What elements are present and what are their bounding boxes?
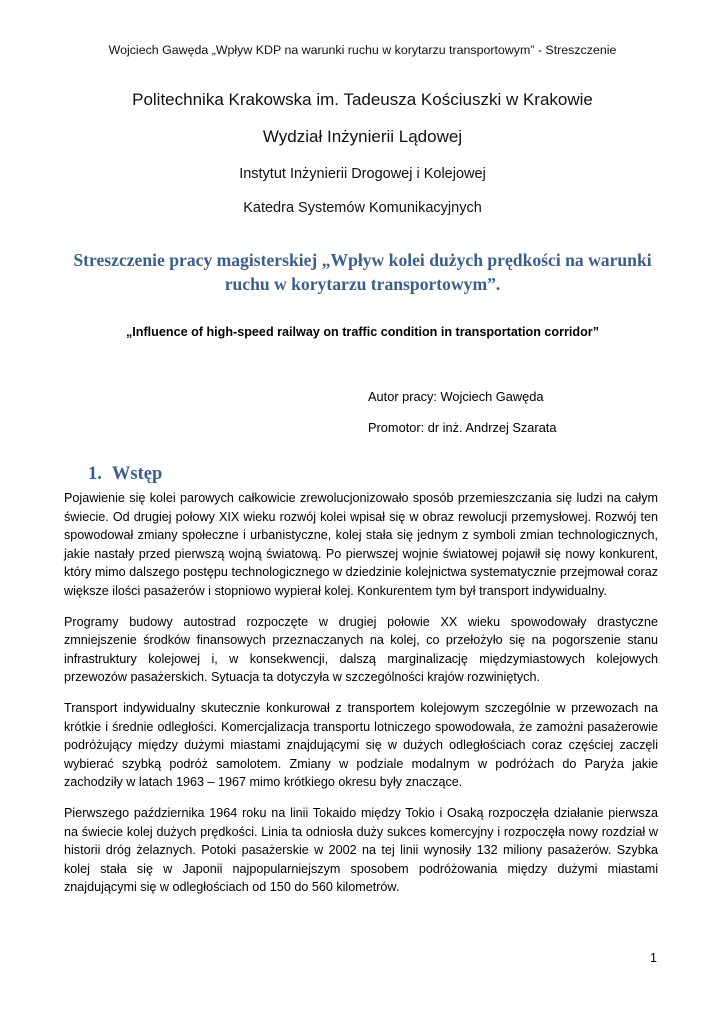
thesis-title-polish: Streszczenie pracy magisterskiej „Wpływ kolei dużych prędkości na warunki ruchu w korytarzu transportowym”. xyxy=(73,250,652,294)
paragraph: Pojawienie się kolei parowych całkowicie zrewolucjonizowało sposób przemieszczania się ludzi na całym świecie. Od drugiej połowy XIX wieku rozwój kolei wpisał się w obraz rewolucji przemysłowej. Rozwój ten spowodował zmiany społeczne i urbanistyczne, kolej stała się jednym z symboli zmian technologicznych, jakie nastały przed pierwszą wojną światową. Po pierwszej wojnie światowej pojawił się nowy konkurent, który mimo dalszego postępu technologicznego w dziedzinie kolejnictwa systematycznie przejmował coraz większe ilości pasażerów i stopniowo wypierał kolej. Konkurentem tym był transport indywidualny. xyxy=(64,491,658,598)
university-name: Politechnika Krakowska im. Tadeusza Kościuszki w Krakowie xyxy=(132,90,593,109)
page-number: 1 xyxy=(650,951,657,965)
section-heading xyxy=(88,464,162,485)
thesis-title-english: „Influence of high-speed railway on traffic condition in transportation corridor” xyxy=(126,325,599,339)
department-name: Katedra Systemów Komunikacyjnych xyxy=(243,200,482,216)
promoter-line: Promotor: dr inż. Andrzej Szarata xyxy=(368,420,557,435)
institute-name: Instytut Inżynierii Drogowej i Kolejowej xyxy=(239,166,486,182)
paragraph: Transport indywidualny skutecznie konkurował z transportem kolejowym szczególnie w przewozach na krótkie i średnie odległości. Komercjalizacja transportu lotniczego spowodowała, że zamożni pasażerowie podróżujący między dużymi miastami znajdującymi się w dużych odległościach coraz częściej zaczęli wybierać szybką podróż samolotem. Zmiany w podziale modalnym w podróżach do Paryża jakie zachodziły w latach 1963 – 1967 mimo krótkiego okresu były znaczące. xyxy=(64,700,658,790)
section-title: Wstęp xyxy=(111,464,163,484)
paragraph: Pierwszego października 1964 roku na linii Tokaido między Tokio i Osaką rozpoczęła działanie pierwsza na świecie kolej dużych prędkości. Linia ta odniosła duży sukces komercyjny i rozpoczęła nowy rozdział w historii dróg żelaznych. Potoki pasażerskie w 2002 na tej linii wynosiły 132 miliony pasażerów. Szybka kolej stała się w Japonii najpopularniejszym sposobem podróżowania między dużymi miastami znajdującymi się w odległościach od 150 do 560 kilometrów. xyxy=(64,805,658,895)
faculty-name: Wydział Inżynierii Lądowej xyxy=(262,127,463,146)
section-body xyxy=(64,489,658,909)
author-line: Autor pracy: Wojciech Gawęda xyxy=(368,389,544,404)
section-number: 1. xyxy=(88,464,102,484)
paragraph: Programy budowy autostrad rozpoczęte w drugiej połowie XX wieku spowodowały drastyczne zmniejszenie środków finansowych przeznaczanych na kolej, co przełożyło się na pogorszenie stanu infrastruktury kolejowej i, w konsekwencji, dalszą marginalizację międzymiastowych kolejowych przewozów pasażerskich. Sytuacja ta dotyczyła w szczególności krajów rozwiniętych. xyxy=(64,614,658,685)
running-header: Wojciech Gawęda „Wpływ KDP na warunki ruchu w korytarzu transportowym” - Streszczenie xyxy=(108,43,617,57)
